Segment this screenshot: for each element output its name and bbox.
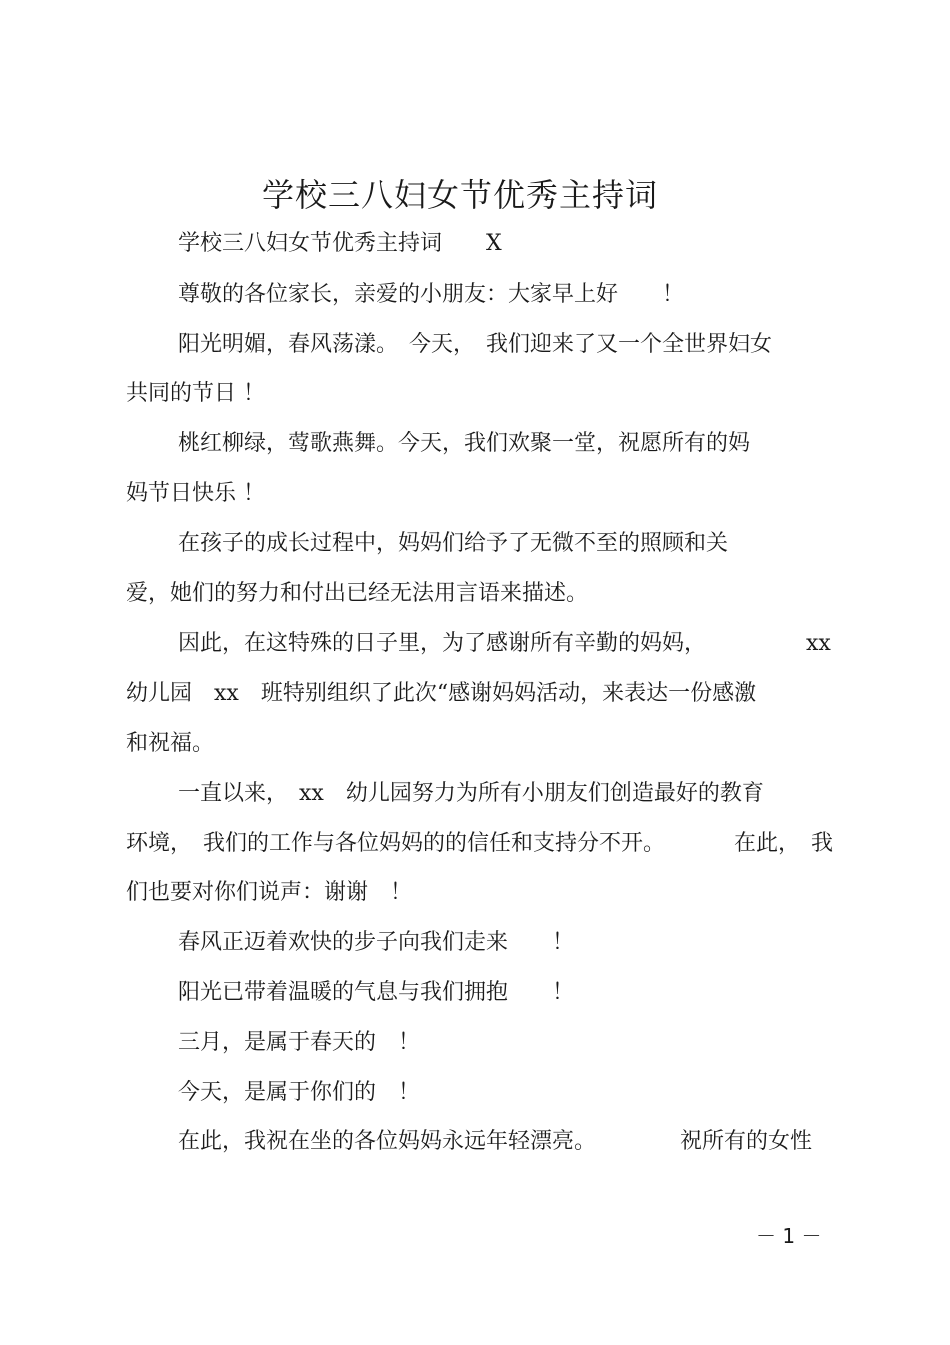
paragraph-line: 环境， 我们的工作与各位妈妈的的信任和支持分不开。 bbox=[126, 831, 666, 856]
document-title: 学校三八妇女节优秀主持词 bbox=[261, 176, 658, 214]
paragraph-line: 尊敬的各位家长，亲爱的小朋友：大家早上好 ！ bbox=[178, 282, 685, 307]
paragraph-line-fragment: xx bbox=[806, 631, 831, 656]
paragraph-line: 因此，在这特殊的日子里，为了感谢所有辛勤的妈妈， bbox=[178, 631, 707, 656]
paragraph-line: 妈节日快乐 ！ bbox=[126, 481, 265, 506]
paragraph-line: 三月，是属于春天的 ！ bbox=[178, 1030, 421, 1055]
paragraph-line: 阳光明媚，春风荡漾。 今天， 我们迎来了又一个全世界妇女 bbox=[178, 332, 773, 357]
paragraph-line: 幼儿园 xx 班特别组织了此次“感谢妈妈活动，来表达一份感激 bbox=[126, 681, 757, 706]
paragraph-line: 们也要对你们说声：谢谢 ！ bbox=[126, 880, 413, 905]
paragraph-line: 爱，她们的努力和付出已经无法用言语来描述。 bbox=[126, 581, 589, 606]
paragraph-line: 今天，是属于你们的 ！ bbox=[178, 1080, 421, 1105]
paragraph-line: 一直以来， xx 幼儿园努力为所有小朋友们创造最好的教育 bbox=[178, 781, 764, 806]
paragraph-line-fragment: 在此， 我 bbox=[734, 831, 834, 856]
paragraph-line: 春风正迈着欢快的步子向我们走来 ！ bbox=[178, 930, 575, 955]
paragraph-line: 在孩子的成长过程中，妈妈们给予了无微不至的照顾和关 bbox=[178, 531, 729, 556]
paragraph-line: 学校三八妇女节优秀主持词 X bbox=[178, 231, 502, 256]
paragraph-line: 共同的节日 ！ bbox=[126, 381, 265, 406]
paragraph-line: 桃红柳绿，莺歌燕舞。今天，我们欢聚一堂，祝愿所有的妈 bbox=[178, 431, 751, 456]
page-number: － 1 － bbox=[756, 1224, 822, 1248]
paragraph-line: 和祝福。 bbox=[126, 731, 215, 756]
paragraph-line: 阳光已带着温暖的气息与我们拥抱 ！ bbox=[178, 980, 575, 1005]
paragraph-line-fragment: 祝所有的女性 bbox=[680, 1129, 813, 1154]
paragraph-line: 在此，我祝在坐的各位妈妈永远年轻漂亮。 bbox=[178, 1129, 597, 1154]
